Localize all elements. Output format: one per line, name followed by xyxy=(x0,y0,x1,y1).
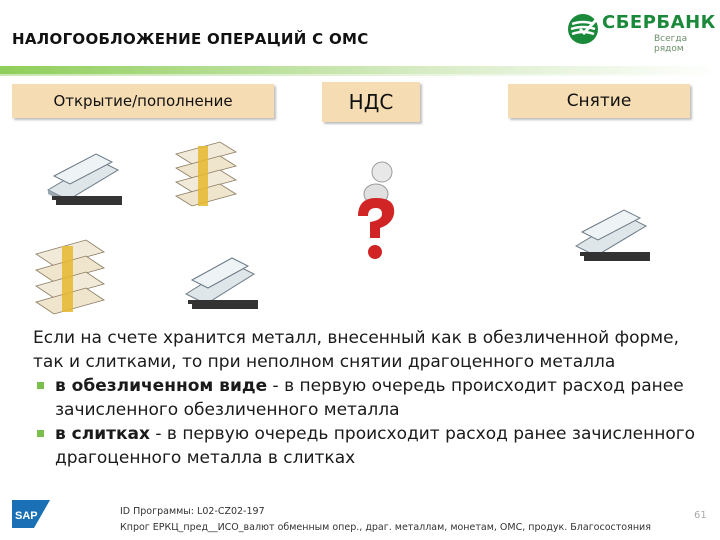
page-number: 61 xyxy=(694,510,707,521)
column-header-vat: НДС xyxy=(322,82,420,122)
silver-bars-icon xyxy=(566,206,656,266)
bullet-marker xyxy=(37,382,44,389)
logo-tagline: Всегда рядом xyxy=(654,34,688,54)
bullet-item xyxy=(33,374,703,422)
column-header-withdrawal: Снятие xyxy=(508,84,690,118)
bullet-text: - в первую очередь происходит расход ранее зачисленного драгоценного металла в слитках xyxy=(55,424,696,468)
intro-paragraph: Если на счете хранится металл, внесенный как в обезличенной форме, так и слитками, то при неполном снятии драгоценного металла xyxy=(33,328,679,372)
logo-name: СБЕРБАНК xyxy=(602,12,716,33)
bullet-bold: в обезличенном виде xyxy=(55,376,268,396)
explanation-text xyxy=(33,326,703,470)
question-mark-figure-icon xyxy=(346,158,408,262)
slide-title: НАЛОГООБЛОЖЕНИЕ ОПЕРАЦИЙ С ОМС xyxy=(12,30,369,48)
bullet-marker xyxy=(37,430,44,437)
header-band xyxy=(0,66,720,74)
column-header-deposit: Открытие/пополнение xyxy=(12,84,274,118)
program-id: ID Программы: L02-CZ02-197 xyxy=(120,506,265,517)
sberbank-logo xyxy=(566,10,716,52)
bullet-item xyxy=(33,422,703,470)
banknote-stack-icon xyxy=(30,232,112,318)
bullet-bold: в слитках xyxy=(55,424,150,444)
sap-logo xyxy=(12,500,50,528)
document-path: Кпрог ЕРКЦ_пред__ИСО_валют обменным опер., драг. металлам, монетам, ОМС, продук. Благосостояния xyxy=(120,522,651,533)
sberbank-logo-icon xyxy=(566,12,600,46)
banknote-stack-icon xyxy=(170,134,242,212)
silver-bars-icon xyxy=(176,254,264,312)
sap-label: SAP xyxy=(15,510,38,522)
bullet-text: - в первую очередь происходит расход ранее зачисленного обезличенного металла xyxy=(55,376,684,420)
header-band-line xyxy=(0,74,720,76)
silver-bars-icon xyxy=(38,150,128,208)
footer-info xyxy=(120,504,651,536)
